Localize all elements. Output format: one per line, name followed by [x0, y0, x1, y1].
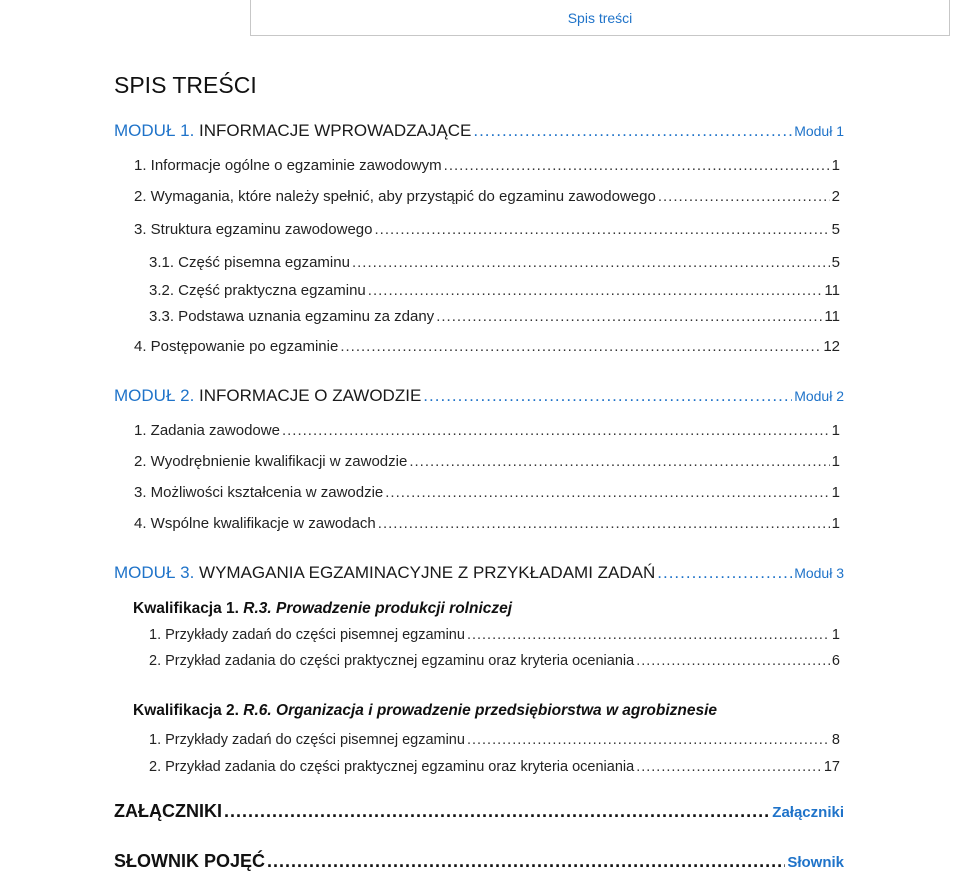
running-header: [250, 0, 950, 36]
dot-leader: [267, 851, 785, 872]
toc-item-label: 1. Przykłady zadań do części pisemnej egzaminu: [149, 732, 465, 748]
toc-module-2[interactable]: [114, 386, 844, 406]
toc-item[interactable]: [149, 653, 840, 669]
toc-item[interactable]: [149, 282, 840, 299]
toc-item-page: 1: [831, 422, 840, 439]
appendices-page: Załączniki: [772, 804, 844, 821]
toc-item-page: 5: [831, 221, 840, 238]
toc-item-label: 1. Przykłady zadań do części pisemnej egzaminu: [149, 627, 465, 643]
toc-item-page: 1: [831, 453, 840, 470]
dot-leader: [409, 453, 829, 470]
toc-item-page: 1: [831, 515, 840, 532]
toc-item[interactable]: [149, 254, 840, 271]
dot-leader: [378, 515, 830, 532]
toc-item[interactable]: [134, 484, 840, 501]
toc-item-page: 8: [831, 732, 840, 748]
toc-item[interactable]: [134, 338, 840, 355]
toc-item-label: 3.1. Część pisemna egzaminu: [149, 254, 350, 271]
toc-item[interactable]: [149, 732, 840, 748]
module-3-prefix: MODUŁ 3.: [114, 563, 195, 582]
module-3-page: Moduł 3: [794, 565, 844, 581]
toc-item-label: 1. Informacje ogólne o egzaminie zawodowym: [134, 157, 442, 174]
qualification-1-name: Prowadzenie produkcji rolniczej: [276, 600, 513, 617]
dot-leader: [385, 484, 829, 501]
module-2-prefix: MODUŁ 2.: [114, 386, 195, 405]
module-2-title: INFORMACJE O ZAWODZIE: [199, 386, 422, 405]
toc-title: SPIS TREŚCI: [114, 72, 257, 98]
toc-item-label: 3. Możliwości kształcenia w zawodzie: [134, 484, 384, 501]
toc-item-page: 6: [831, 653, 840, 669]
dot-leader: [282, 422, 830, 439]
toc-item-page: 5: [831, 254, 840, 271]
dot-leader: [636, 653, 830, 669]
toc-item-label: 2. Przykład zadania do części praktycznej egzaminu oraz kryteria oceniania: [149, 759, 635, 775]
dot-leader: [444, 157, 830, 174]
dot-leader: [436, 308, 822, 325]
dot-leader: [423, 386, 792, 406]
toc-item[interactable]: [134, 157, 840, 174]
dot-leader: [636, 759, 822, 775]
qualification-1-code: R.3.: [243, 600, 272, 617]
toc-item[interactable]: [149, 308, 840, 325]
dot-leader: [352, 254, 830, 271]
dot-leader: [467, 732, 830, 748]
toc-item-page: 2: [831, 188, 840, 205]
module-2-page: Moduł 2: [794, 388, 844, 404]
qualification-2-heading: [133, 702, 717, 720]
glossary-title: SŁOWNIK POJĘĆ: [114, 851, 266, 871]
qualification-2-code: R.6.: [243, 702, 272, 719]
module-1-page: Moduł 1: [794, 123, 844, 139]
qualification-1-heading: [133, 600, 512, 618]
toc-module-1[interactable]: [114, 121, 844, 141]
toc-module-3[interactable]: [114, 563, 844, 583]
toc-item-label: 4. Postępowanie po egzaminie: [134, 338, 339, 355]
toc-item-page: 1: [831, 627, 840, 643]
toc-item-label: 2. Wyodrębnienie kwalifikacji w zawodzie: [134, 453, 408, 470]
module-1-title: INFORMACJE WPROWADZAJĄCE: [199, 121, 472, 140]
toc-item[interactable]: [134, 422, 840, 439]
dot-leader: [467, 627, 830, 643]
dot-leader: [374, 221, 829, 238]
qualification-2-label: Kwalifikacja 2.: [133, 702, 239, 719]
toc-item-page: 11: [824, 282, 840, 299]
toc-item-label: 2. Wymagania, które należy spełnić, aby przystąpić do egzaminu zawodowego: [134, 188, 656, 205]
toc-item-page: 12: [823, 338, 840, 355]
toc-item-label: 3.2. Część praktyczna egzaminu: [149, 282, 366, 299]
toc-item[interactable]: [149, 627, 840, 643]
dot-leader: [368, 282, 823, 299]
header-title: Spis treści: [567, 9, 633, 26]
module-1-prefix: MODUŁ 1.: [114, 121, 195, 140]
toc-item-label: 3.3. Podstawa uznania egzaminu za zdany: [149, 308, 435, 325]
appendices-title: ZAŁĄCZNIKI: [114, 801, 222, 821]
qualification-2-name: Organizacja i prowadzenie przedsiębiorstwa w agrobiznesie: [276, 702, 718, 719]
qualification-1-label: Kwalifikacja 1.: [133, 600, 239, 617]
dot-leader: [340, 338, 821, 355]
dot-leader: [224, 801, 770, 822]
toc-item[interactable]: [134, 453, 840, 470]
toc-item-page: 1: [831, 484, 840, 501]
toc-item-label: 1. Zadania zawodowe: [134, 422, 280, 439]
toc-item[interactable]: [134, 515, 840, 532]
toc-item-page: 1: [831, 157, 840, 174]
toc-item-label: 3. Struktura egzaminu zawodowego: [134, 221, 373, 238]
toc-item-label: 2. Przykład zadania do części praktycznej egzaminu oraz kryteria oceniania: [149, 653, 635, 669]
toc-item[interactable]: [134, 188, 840, 205]
toc-item-page: 17: [823, 759, 840, 775]
dot-leader: [657, 563, 792, 583]
module-3-title: WYMAGANIA EGZAMINACYJNE Z PRZYKŁADAMI ZADAŃ: [199, 563, 656, 582]
toc-item-label: 4. Wspólne kwalifikacje w zawodach: [134, 515, 376, 532]
toc-glossary[interactable]: [114, 851, 844, 872]
toc-item[interactable]: [134, 221, 840, 238]
toc-item-page: 11: [824, 308, 840, 325]
toc-item[interactable]: [149, 759, 840, 775]
dot-leader: [658, 188, 830, 205]
glossary-page: Słownik: [787, 854, 844, 871]
dot-leader: [473, 121, 792, 141]
toc-appendices[interactable]: [114, 801, 844, 822]
